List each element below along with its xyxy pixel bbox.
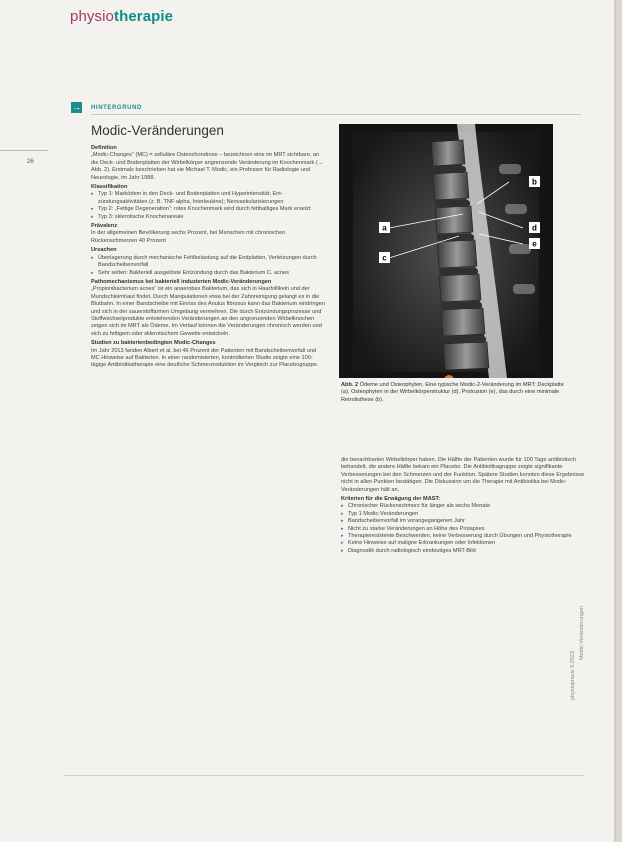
left-margin-rule (0, 150, 48, 151)
classification-item: ▸ Typ 1: Marködem in den Deck- und Bodenplatten und Hyperintensität; Entzündungsaktivitäten (z. B. TNF alpha, Interleukine); Neovaskularisierungen (91, 191, 325, 206)
logo-part-physio: physio (70, 8, 114, 25)
classification-item: ▸ Typ 2: „Fettige Degeneration“; rotes Knochenmark wird durch fetthaltiges Mark ersetzt (91, 206, 325, 213)
definition-text: „Modic-Changes“ (MC) = zelluläre Osteochondrose – bezeichnen eine im MRT sichtbare, an die Deck- und Bodenplatten der Wirbelkörper angrenzende Veränderung im Knochenmark (→ Abb. 2). Erstmals beschrieben hat sie Michael T. Modic, ein Professor für Radiologie und Neurologie, im Jahr 1988. (91, 152, 324, 181)
causes-list (91, 255, 325, 277)
magazine-logo (70, 8, 173, 25)
mri-image (339, 124, 553, 378)
studies-text: Im Jahr 2013 fanden Albert et al. bei 46 Prozent der Patienten mit Bandscheibenvorfall und MC Hinweise auf Bakterien. In einer randomisierten, kontrollierten Studie zeigte eine 100-tägige Antibiotikatherapie eine deutliche Schmerzreduktion im Vergleich zur Placebogruppe. (91, 347, 319, 369)
left-text-column (91, 143, 325, 371)
topic-side-text: Modic-Veränderungen (579, 605, 585, 660)
cause-item: ▸ Überlagerung durch mechanische Fehlbelastung auf die Endplatten, Verletzungen durch Bandscheibenvorfall (91, 255, 325, 270)
arrow-right-icon: → (72, 102, 81, 112)
criteria-item: ▸ Therapieresistente Beschwerden, keine Verbesserung durch Übungen und Physiotherapie (341, 533, 586, 540)
figure-label: b (532, 177, 537, 187)
causes-heading: Ursachen (91, 247, 117, 254)
issue-side-text: physiopraxis 9.2023 (570, 651, 576, 700)
criteria-item: ▸ Nicht zu starke Veränderungen an Höhe des Prolapses (341, 526, 586, 533)
criteria-item: ▸ Diagnostik durch radiologisch eindeutiges MRT-Bild (341, 548, 586, 555)
classification-heading: Klassifikation (91, 184, 128, 191)
right-text-column (341, 457, 586, 555)
figure-label: c (382, 253, 387, 263)
figure-label: d (532, 223, 537, 233)
logo-part-therapie: therapie (113, 8, 174, 25)
criteria-item: ▸ Typ 1 Modic-Veränderungen (341, 511, 586, 518)
mast-criteria-heading: Kriterien für die Erwägung der MAST: (341, 496, 441, 503)
section-kicker: HINTERGRUND (91, 105, 142, 111)
criteria-item: ▸ Chronischer Rückenschmerz für länger als sechs Monate (341, 503, 586, 510)
page-number: 26 (27, 159, 34, 165)
criteria-item: ▸ Keine Hinweise auf maligne Erkrankungen oder Infektionen (341, 540, 586, 547)
classification-item: ▸ Typ 3: sklerotische Knochenareale (91, 214, 325, 221)
article-title: Modic-Veränderungen (91, 123, 224, 138)
figure-label: a (382, 223, 387, 233)
pathomechanism-text: „Propionibacterium acnes“ ist ein anaerobes Bakterium, das sich in Haarfollikeln und der Mundschleimhaut findet. Durch Manipulationen etwa bei der Zahnreinigung gelangt es in die Blutbahn. In einer Bandscheibe mit Einriss des Anulus fibrosus kann das Bakterium eindringen und sich in der sauerstoffarmen Umgebung vermehren. Die durch Entzündungsprozesse und Stoffwechselprodukte entstehenden Veränderungen an den angrenzenden Wirbelknochen zeigen sich im MRT als Ödeme. Im Verlauf können die Veränderungen chronisch werden und sich zu fettigem oder sklerotischem Gewebe entwickeln. (91, 286, 325, 337)
cause-item: ▸ Sehr selten: Bakteriell ausgelöste Entzündung durch das Bakterium C. acnes (91, 270, 325, 277)
footer-rule (64, 775, 584, 776)
caption-label: Abb. 2 (341, 382, 359, 388)
studies-heading: Studien zu bakterienbedingten Modic-Changes (91, 340, 216, 347)
continued-text: die benachbarten Wirbelkörper haben. Die Hälfte der Patienten wurde für 100 Tage antibiotisch behandelt, die andere Hälfte bekam ein Placebo. Die Antibiotikagruppe zeigte signifikante Verbesserungen bei den Schmerzen und der Funktion. Spätere Studien konnten diese Ergebnisse nicht in allen Punkten bestätigen. Die Diskussion um die Therapie mit Antibiotika bei Modic-Veränderungen hält an. (341, 457, 585, 493)
caption-text: Ödeme und Osteophyten. Eine typische Modic-2-Veränderung im MRT: Deckplatte (a), Osteophyten in der Wirbelkörperstruktur (d), Protrusion (e), das durch eine minimale Retrolisthese (b). (341, 382, 564, 403)
mri-figure (339, 124, 553, 378)
classification-list (91, 191, 325, 221)
figure-caption (341, 382, 567, 404)
mast-criteria-list (341, 503, 586, 555)
figure-label: e (532, 239, 537, 249)
criteria-item: ▸ Bandscheibenvorfall im vorangegangenen Jahr (341, 518, 586, 525)
pathomechanism-heading: Pathomechanismus bei bakteriell induzierten Modic-Veränderungen (91, 278, 272, 285)
prevalence-text: In der allgemeinen Bevölkerung sechs Prozent, bei Menschen mit chronischen Rückenschmerzen 40 Prozent (91, 230, 286, 244)
definition-heading: Definition (91, 145, 117, 151)
section-rule (91, 114, 581, 115)
next-page-edge (614, 0, 622, 842)
prevalence-heading: Prävalenz (91, 223, 118, 230)
